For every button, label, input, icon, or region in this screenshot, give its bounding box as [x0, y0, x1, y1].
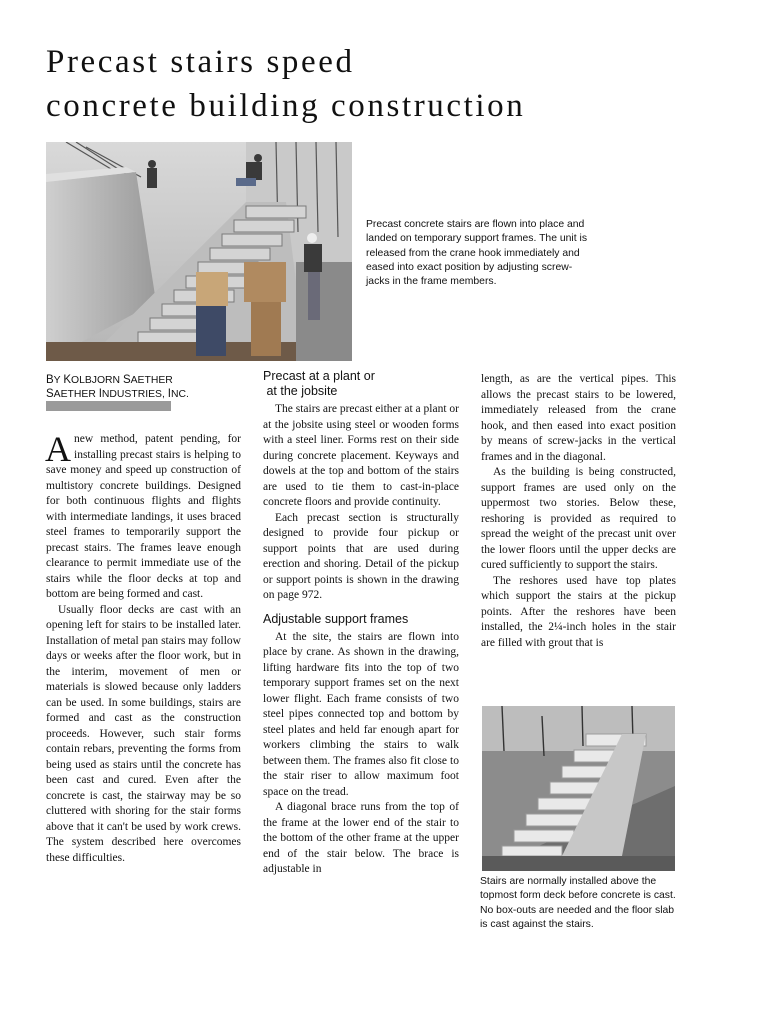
photo-installed-stairs — [482, 706, 675, 871]
title-line-2: concrete building construction — [46, 88, 526, 124]
body-paragraph: The reshores used have top plates which support the stairs at the pickup points. After the reshores have been installed, the 2¼-inch holes in the stair are filled with grout that is — [481, 574, 676, 649]
subhead-precast: Precast at a plant or at the jobsite — [263, 369, 375, 398]
subhead-support-frames: Adjustable support frames — [263, 611, 409, 626]
title-line-1: Precast stairs speed — [46, 44, 355, 80]
drop-cap: A — [45, 429, 71, 469]
photo-caption-top: Precast concrete stairs are flown into place and landed on temporary support frames. The unit is released from the crane hook immediately and eased into exact position by adjusting screw-jacks in the frame members. — [366, 219, 588, 288]
body-paragraph: length, as are the vertical pipes. This allows the precast stairs to be lowered, immediately released from the crane hook, and then eased into exact position by means of screw-jacks in the vertical frames and in the diagonal. — [481, 373, 676, 463]
photo-precast-stairs-being-placed — [46, 142, 352, 361]
byline-company: SAETHER INDUSTRIES, INC. — [46, 387, 189, 400]
body-paragraph: As the building is being constructed, support frames are used only on the uppermost two stories. Below these, reshoring is provided as required to spread the weight of the precast unit over the lower floors until the upper decks are cured sufficiently to support the stairs. — [481, 466, 676, 571]
body-paragraph: A diagonal brace runs from the top of the frame at the lower end of the stair to the bottom of the other frame at the upper end of the stair below. The brace is adjustable in — [263, 801, 459, 875]
photo-caption-bottom: Stairs are normally installed above the topmost form deck before concrete is cast. No box-outs are needed and the floor slab is cast against the stairs. — [480, 876, 676, 930]
body-column-1 — [45, 429, 241, 866]
article-title — [46, 40, 746, 128]
body-paragraph: The stairs are precast either at a plant or at the jobsite using steel or wooden forms with a steel liner. Forms rest on their side during concrete placement. Keyways and dowels at the top and bottom of the stairs are used to tie them to cast-in-place concrete floors and provide continuity. — [263, 403, 459, 508]
body-column-2 — [263, 369, 459, 878]
byline-author: BY KOLBJORN SAETHER — [46, 374, 173, 386]
author-byline — [46, 374, 246, 401]
body-paragraph: Usually floor decks are cast with an opening left for stairs to be installed later. Installation of metal pan stairs may follow days or weeks after the floor work, but in the interim, movement of men or materials is slowed because only ladders can be used. In some buildings, stairs are formed and cast as the construction proceeds. However, such stair forms contain rebars, preventing the forms from being used as stairs until the concrete has been cast and cured. Even after the concrete is cast, the stairway may be so cluttered with shoring for the stair forms above that it can't be used by work crews. The system described here overcomes these difficulties. — [46, 603, 241, 864]
body-column-3 — [481, 372, 676, 651]
body-paragraph: Each precast section is structurally designed to provide four pickup or support points that are used during erection and shoring. Detail of the pickup or support points is shown in the drawing on page 972. — [263, 511, 459, 601]
byline-rule — [46, 401, 171, 411]
body-paragraph: Anew method, patent pending, for installing precast stairs is helping to save money and speed up construction of multistory concrete buildings. Designed for both continuous flights and flights with intermediate landings, it uses braced steel frames to temporarily support the precast stairs. The frames leave enough clearance to permit immediate use of the stairs while the floor decks at top and bottom are being formed and cast. — [45, 429, 241, 600]
body-paragraph: At the site, the stairs are flown into place by crane. As shown in the drawing, lifting hardware fits into the top of two temporary support frames set on the next lower flight. Each frame consists of two steel pipes connected top and bottom by steel plates and held far enough apart for workers climbing the stairs to walk between them. The frames also fit close to the stair riser to allow maximum foot space on the tread. — [263, 630, 459, 798]
